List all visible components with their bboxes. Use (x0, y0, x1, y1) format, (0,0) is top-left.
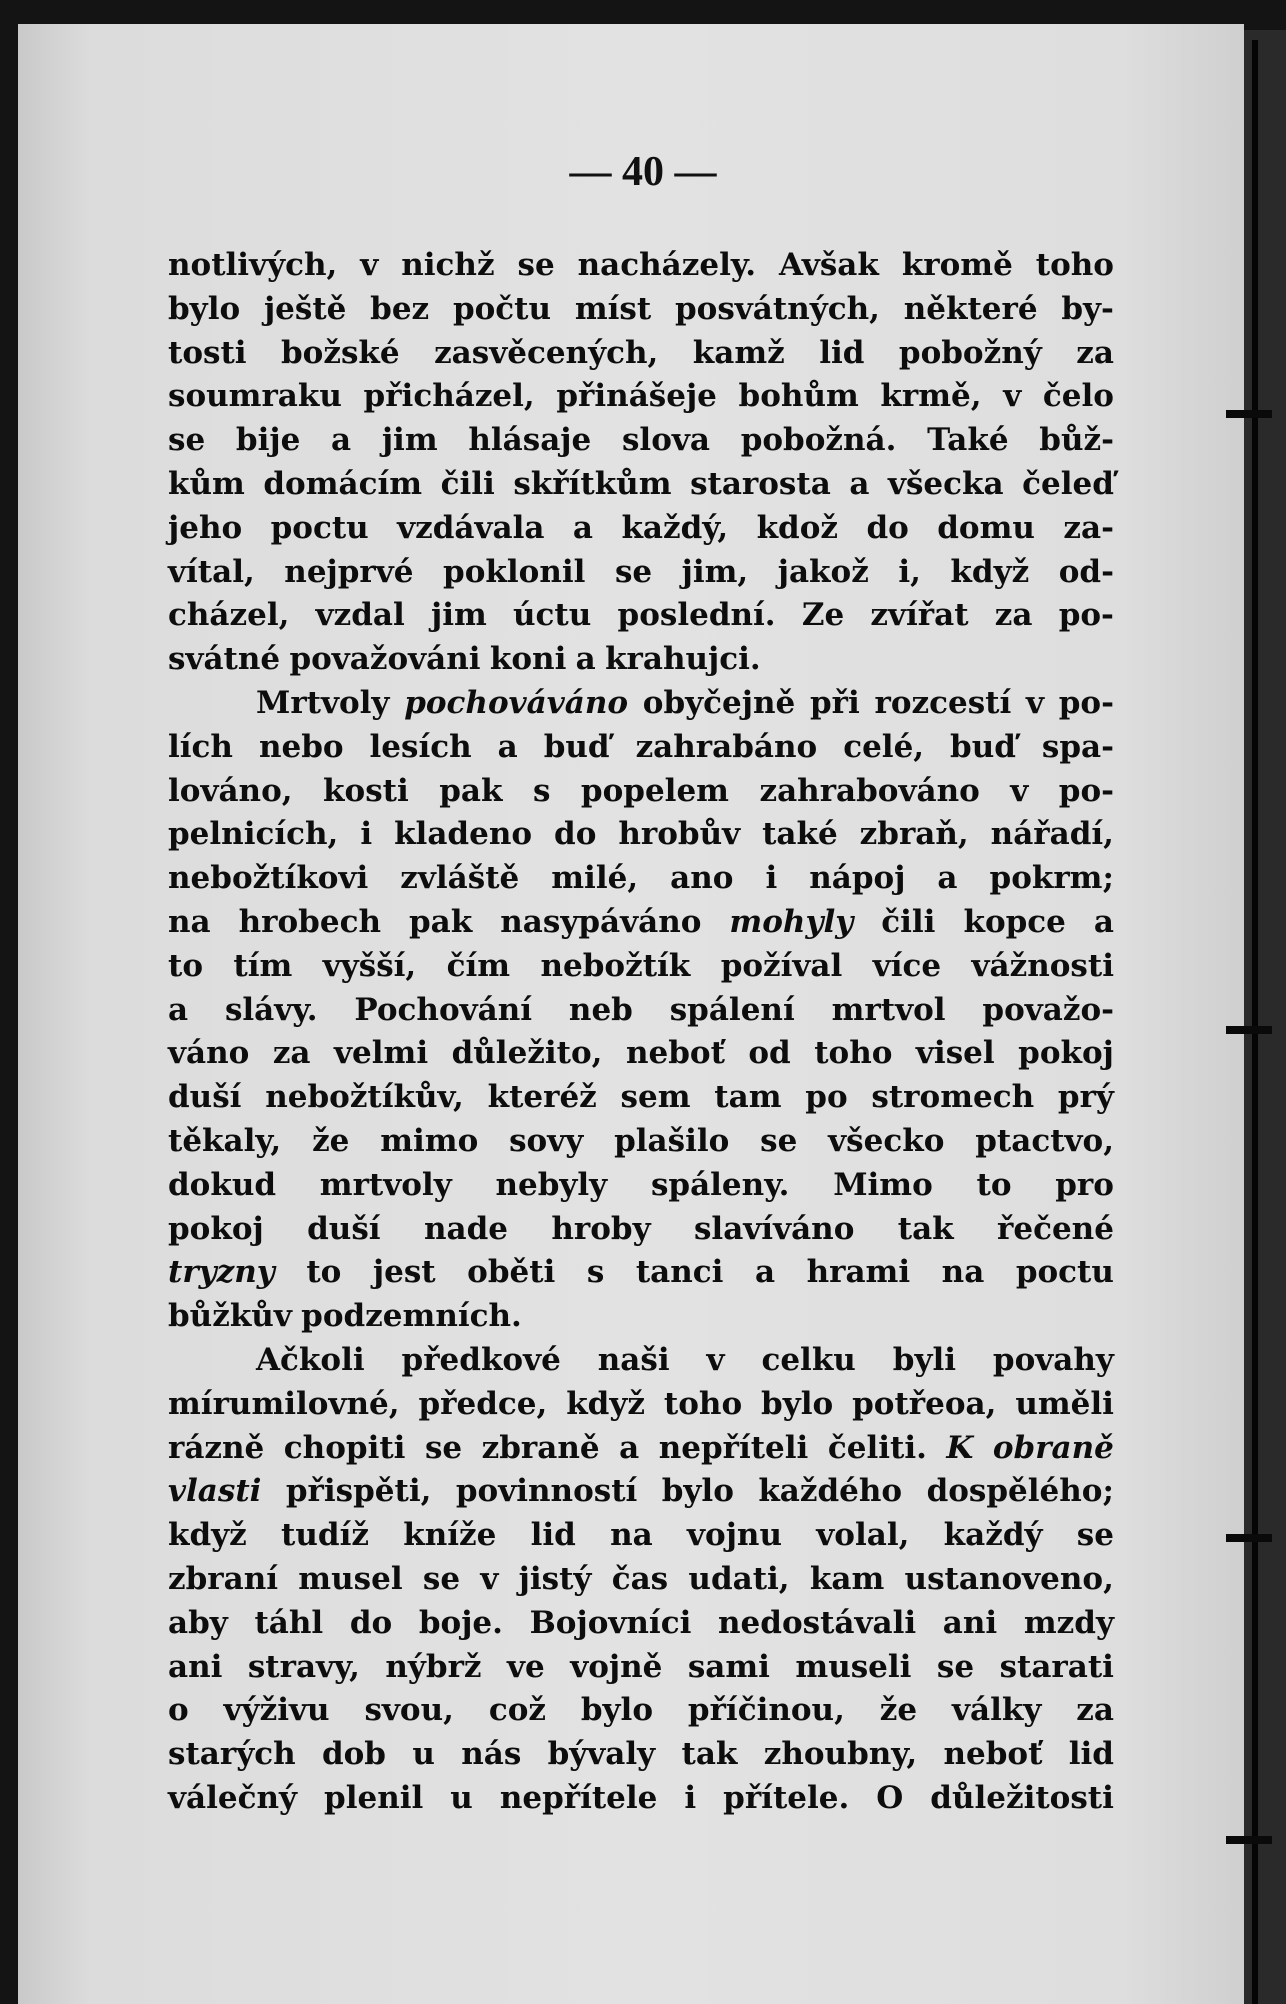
text-line: pokoj duší nade hroby slavíváno tak řečené (168, 1210, 1114, 1247)
text-line: válečný plenil u nepřítele i přítele. O důležitosti (168, 1779, 1114, 1816)
binding-stitch (1226, 410, 1272, 418)
text-line: nebožtíkovi zvláště milé, ano i nápoj a pokrm; (168, 860, 1114, 897)
text-line: mírumilovné, předce, když toho bylo potřeoa, uměli (168, 1385, 1114, 1422)
book-binding (1244, 30, 1286, 2004)
text-line: aby táhl do boje. Bojovníci nedostávali ani mzdy (168, 1604, 1114, 1641)
text-line: cházel, vzdal jim úctu poslední. Ze zvířat za po- (168, 597, 1114, 634)
text-line: když tudíž kníže lid na vojnu volal, každý se (168, 1517, 1114, 1554)
text-line: notlivých, v nichž se nacházely. Avšak kromě toho (168, 247, 1114, 283)
text-line: svátné považováni koni a krahujci. (168, 641, 761, 678)
text-line: ani stravy, nýbrž ve vojně sami museli se starati (168, 1648, 1114, 1685)
text-line: se bije a jim hlásaje slova pobožná. Také bůž- (168, 422, 1114, 459)
text-line: vítal, nejprvé poklonil se jim, jakož i, když od- (168, 553, 1114, 590)
binding-stitch (1226, 1836, 1272, 1844)
text-line: duší nebožtíkův, kteréž sem tam po stromech prý (168, 1079, 1114, 1116)
text-line: kům domácím čili skřítkům starosta a všecka čeleď (168, 465, 1114, 502)
text-line: na hrobech pak nasypáváno mohyly čili kopce a (168, 903, 1114, 940)
text-line: dokud mrtvoly nebyly spáleny. Mimo to pro (168, 1166, 1114, 1203)
text-line: a slávy. Pochování neb spálení mrtvol považo- (168, 991, 1114, 1028)
text-line: jeho poctu vzdávala a každý, kdož do domu za- (168, 509, 1114, 546)
text-line: tryzny to jest oběti s tanci a hrami na poctu (168, 1254, 1114, 1291)
text-line: těkaly, že mimo sovy plašilo se všecko ptactvo, (168, 1122, 1114, 1159)
text-line: to tím vyšší, čím nebožtík požíval více vážnosti (168, 947, 1114, 984)
text-line: rázně chopiti se zbraně a nepříteli čeliti. K obraně (168, 1429, 1114, 1466)
text-line: lích nebo lesích a buď zahrabáno celé, buď spa- (168, 728, 1114, 765)
text-line: bůžkův podzemních. (168, 1298, 522, 1335)
text-line: váno za velmi důležito, neboť od toho visel pokoj (168, 1035, 1114, 1072)
text-line: Ačkoli předkové naši v celku byli povahy (256, 1341, 1114, 1378)
text-line: tosti božské zasvěcených, kamž lid pobožný za (168, 334, 1114, 371)
binding-edge (1252, 40, 1258, 2004)
text-line: vlasti přispěti, povinností bylo každého dospělého; (168, 1473, 1114, 1510)
text-line: lováno, kosti pak s popelem zahrabováno v po- (168, 772, 1114, 809)
text-line: o výživu svou, což bylo příčinou, že války za (168, 1692, 1114, 1729)
body-text (168, 244, 1114, 1821)
text-line: pelnicích, i kladeno do hrobův také zbraň, nářadí, (168, 816, 1114, 853)
text-line: Mrtvoly pochováváno obyčejně při rozcestí v po- (256, 684, 1114, 721)
text-line: soumraku přicházel, přinášeje bohům krmě, v čelo (168, 378, 1114, 415)
page-number: — 40 — (569, 149, 717, 195)
text-line: zbraní musel se v jistý čas udati, kam ustanoveno, (168, 1560, 1114, 1597)
binding-stitch (1226, 1534, 1272, 1542)
text-line: starých dob u nás bývaly tak zhoubny, neboť lid (168, 1736, 1114, 1773)
binding-stitch (1226, 1026, 1272, 1034)
text-line: bylo ještě bez počtu míst posvátných, některé by- (168, 290, 1114, 327)
